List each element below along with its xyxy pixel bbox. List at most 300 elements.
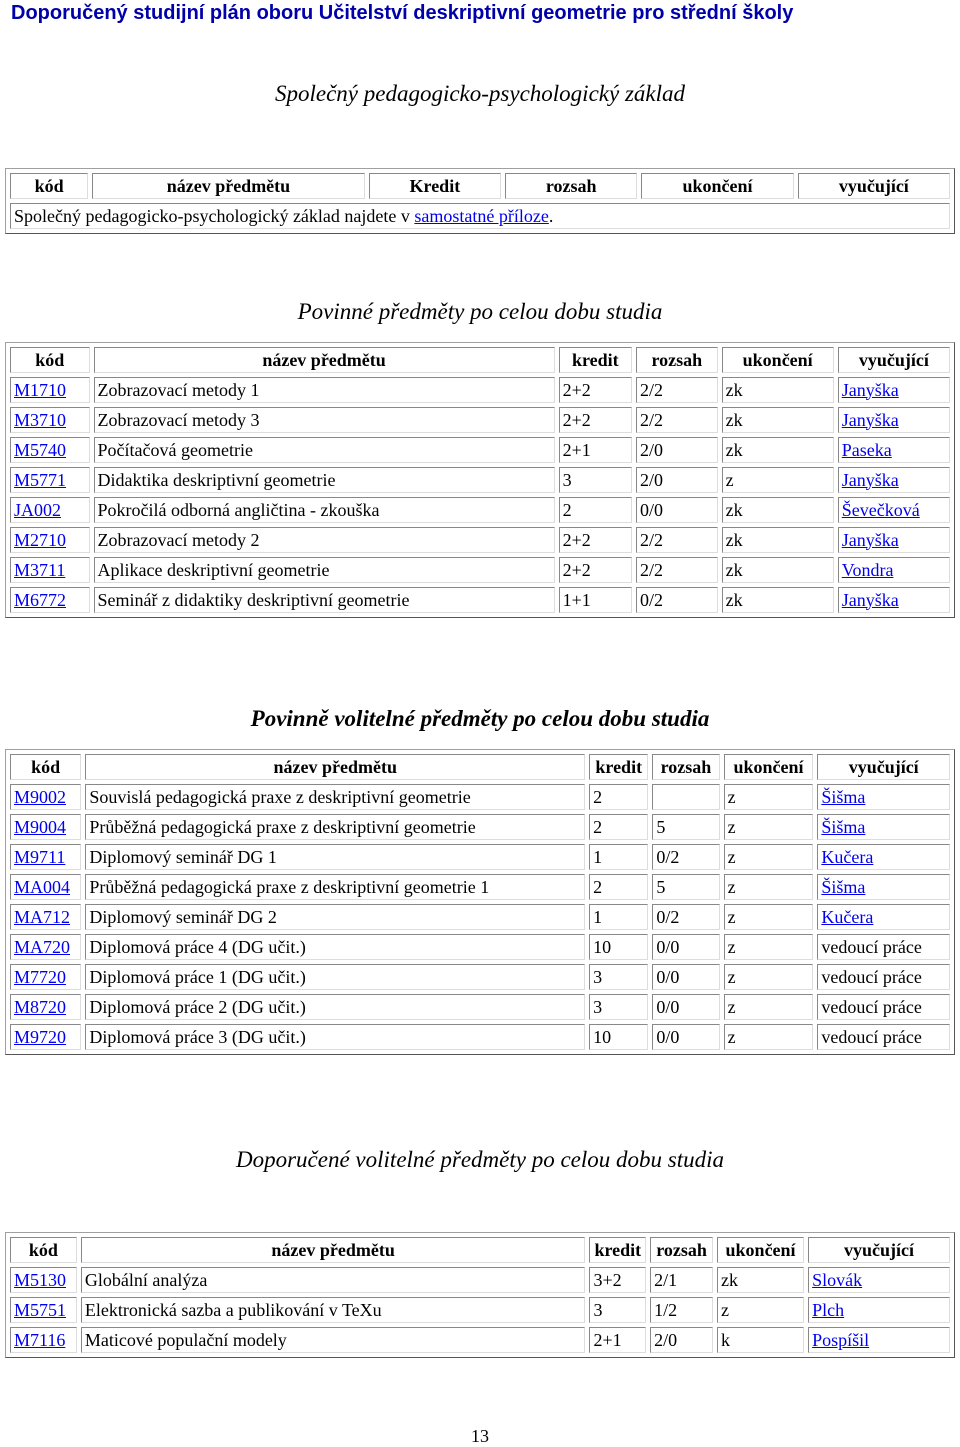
course-completion: k [720,1329,730,1350]
course-name: Diplomová práce 1 (DG učit.) [89,966,306,987]
table-cell [838,467,950,493]
header-name: název předmětu [81,1237,586,1263]
table-cell [722,377,834,403]
table-cell [724,994,814,1020]
header-credit: kredit [589,1237,646,1263]
elective-mandatory-table [5,749,955,1055]
course-name: Počítačová geometrie [97,439,253,460]
section1-title: Společný pedagogicko-psychologický základ [274,81,685,106]
course-name: Seminář z didaktiky deskriptivní geometrie [97,589,410,610]
course-completion: zk [720,1269,738,1290]
table-cell [589,844,648,870]
course-credit: 2+1 [562,439,591,460]
course-code-link[interactable]: M5130 [14,1269,67,1290]
table-cell [10,904,81,930]
table-row [10,814,950,840]
teacher-link[interactable]: Slovák [812,1269,863,1290]
table-cell [589,874,648,900]
table-cell [722,437,834,463]
table-cell [717,1267,804,1293]
header-code: kód [10,1237,77,1263]
course-completion: z [727,966,736,987]
table-cell [85,964,585,990]
table-cell [589,814,648,840]
course-completion: z [727,816,736,837]
course-credit: 2 [593,876,603,897]
table-cell [817,994,950,1020]
teacher-link[interactable]: Pospíšil [812,1329,870,1350]
table-cell [10,1024,81,1050]
course-name: Pokročilá odborná angličtina - zkouška [97,499,380,520]
course-credit: 1 [593,846,603,867]
course-name: Diplomový seminář DG 2 [89,906,277,927]
teacher-link[interactable]: Kučera [821,846,874,867]
teacher-link[interactable]: Paseka [841,439,892,460]
header-name: název předmětu [92,173,365,199]
table-cell [636,557,718,583]
table-header-row [10,173,950,199]
table-cell [85,904,585,930]
table-cell [589,784,648,810]
course-completion: zk [725,559,743,580]
course-name: Diplomová práce 3 (DG učit.) [89,1026,306,1047]
teacher-link[interactable]: Janyška [841,529,899,550]
header-credit: Kredit [369,173,501,199]
table-cell [717,1297,804,1323]
table-cell [559,527,632,553]
table-cell [85,844,585,870]
table-cell [838,557,950,583]
table-cell [10,557,90,583]
table-row [10,844,950,870]
course-name: Diplomová práce 2 (DG učit.) [89,996,306,1017]
header-code: kód [10,754,81,780]
table-cell [636,437,718,463]
teacher-link[interactable]: Janyška [841,379,899,400]
table-cell [636,527,718,553]
table-cell [10,587,90,613]
table-cell [10,784,81,810]
course-completion: z [727,876,736,897]
course-completion: zk [725,529,743,550]
header-range: rozsah [636,347,718,373]
table-header-row [10,754,950,780]
table-cell [85,1024,585,1050]
header-range: rozsah [505,173,637,199]
table-cell [10,527,90,553]
table-cell [81,1327,586,1353]
table-cell [589,1327,646,1353]
course-code-link[interactable]: M9720 [14,1026,67,1047]
course-credit: 3 [593,996,603,1017]
table-row [10,557,950,583]
table-cell [10,934,81,960]
table-row [10,587,950,613]
course-range: 0/2 [656,846,680,867]
table-row [10,994,950,1020]
table-cell [81,1267,586,1293]
course-code-link[interactable]: M5751 [14,1299,67,1320]
course-range: 5 [656,816,666,837]
table-cell [10,407,90,433]
course-name: Zobrazovací metody 2 [97,529,260,550]
table-cell [722,557,834,583]
course-name: Průběžná pedagogická praxe z deskriptivní geometrie 1 [89,876,490,897]
header-name: název předmětu [85,754,585,780]
table-cell [10,994,81,1020]
table-cell [817,874,950,900]
course-range: 2/0 [654,1329,678,1350]
table-cell [652,964,719,990]
table-cell [817,784,950,810]
course-name: Elektronická sazba a publikování v TeXu [84,1299,382,1320]
course-code-link[interactable]: M6772 [14,589,67,610]
table-cell [808,1267,950,1293]
course-completion: z [727,1026,736,1047]
note-text: Společný pedagogicko-psychologický základ najdete v [14,205,415,226]
table-row [10,497,950,523]
table-row [10,437,950,463]
course-completion: z [727,906,736,927]
note-row [10,203,950,229]
table-cell [724,874,814,900]
course-code-link[interactable]: M9004 [14,816,67,837]
table-cell [85,874,585,900]
table-cell [722,527,834,553]
teacher-name: vedoucí práce [821,996,922,1017]
teacher-name: vedoucí práce [821,1026,922,1047]
course-credit: 2+2 [562,559,591,580]
header-completion: ukončení [717,1237,804,1263]
table-row [10,874,950,900]
teacher-link[interactable]: Janyška [841,469,899,490]
header-teacher: vyučující [798,173,950,199]
course-range: 0/0 [639,499,663,520]
course-completion: zk [725,379,743,400]
course-credit: 3 [593,966,603,987]
course-range: 1/2 [654,1299,678,1320]
table-cell [94,557,555,583]
course-range: 0/0 [656,1026,680,1047]
table-row [10,904,950,930]
table-cell [717,1327,804,1353]
course-code-link[interactable]: JA002 [14,499,62,520]
course-code-link[interactable]: MA712 [14,906,71,927]
course-range: 2/0 [639,469,663,490]
course-completion: z [727,996,736,1017]
table-cell [724,934,814,960]
course-name: Maticové populační modely [84,1329,287,1350]
course-range: 0/0 [656,936,680,957]
common-base-table [5,168,955,234]
course-credit: 2+2 [562,379,591,400]
course-credit: 10 [593,936,612,957]
table-cell [10,377,90,403]
table-cell [94,467,555,493]
course-credit: 3 [593,1299,603,1320]
attachment-link[interactable]: samostatné příloze [414,205,549,226]
table-cell [589,934,648,960]
course-credit: 3 [562,469,572,490]
table-cell [589,964,648,990]
header-code: kód [10,173,88,199]
table-cell [94,407,555,433]
header-range: rozsah [650,1237,713,1263]
course-range: 5 [656,876,666,897]
table-cell [652,874,719,900]
table-cell [724,964,814,990]
course-code-link[interactable]: M7720 [14,966,67,987]
course-name: Průběžná pedagogická praxe z deskriptivní geometrie [89,816,476,837]
table-cell [652,784,719,810]
course-credit: 2 [562,499,572,520]
table-cell [722,407,834,433]
table-row [10,467,950,493]
course-code-link[interactable]: M8720 [14,996,67,1017]
table-cell [589,1024,648,1050]
table-cell [589,1297,646,1323]
teacher-link[interactable]: Janyška [841,409,899,430]
course-completion: z [720,1299,729,1320]
table-cell [817,844,950,870]
table-cell [94,497,555,523]
teacher-name: vedoucí práce [821,936,922,957]
table-cell [10,437,90,463]
table-cell [817,904,950,930]
section3-title: Povinně volitelné předměty po celou dobu studia [250,706,710,731]
course-range: 0/2 [639,589,663,610]
table-cell [10,1297,77,1323]
table-cell [559,587,632,613]
table-cell [85,814,585,840]
section4-title: Doporučené volitelné předměty po celou dobu studia [236,1147,724,1172]
section2-title: Povinné předměty po celou dobu studia [297,299,663,324]
course-code-link[interactable]: M3711 [14,559,66,580]
teacher-link[interactable]: Plch [812,1299,845,1320]
table-cell [724,904,814,930]
course-range: 0/0 [656,966,680,987]
table-cell [10,467,90,493]
course-credit: 2+2 [562,529,591,550]
course-code-link[interactable]: M3710 [14,409,67,430]
course-credit: 1 [593,906,603,927]
course-range: 2/0 [639,439,663,460]
course-completion: z [725,469,734,490]
teacher-link[interactable]: Šišma [821,786,866,807]
course-code-link[interactable]: MA004 [14,876,71,897]
table-cell [94,377,555,403]
course-completion: z [727,786,736,807]
table-cell [838,497,950,523]
course-range: 0/2 [656,906,680,927]
page-number: 13 [471,1426,489,1446]
table-cell [817,964,950,990]
header-completion: ukončení [722,347,834,373]
course-name: Diplomová práce 4 (DG učit.) [89,936,306,957]
table-cell [559,497,632,523]
table-cell [10,874,81,900]
course-range: 0/0 [656,996,680,1017]
table-cell [94,527,555,553]
table-cell [559,377,632,403]
table-cell [724,844,814,870]
course-credit: 2 [593,816,603,837]
table-cell [10,497,90,523]
course-credit: 10 [593,1026,612,1047]
table-cell [10,814,81,840]
course-name: Souvislá pedagogická praxe z deskriptivní geometrie [89,786,471,807]
table-cell [10,1327,77,1353]
teacher-link[interactable]: Kučera [821,906,874,927]
table-cell [817,934,950,960]
header-completion: ukončení [641,173,793,199]
table-row [10,1024,950,1050]
table-cell [589,904,648,930]
table-header-row [10,347,950,373]
course-name: Globální analýza [84,1269,208,1290]
course-range: 2/2 [639,529,663,550]
table-cell [636,497,718,523]
table-cell [636,407,718,433]
table-cell [559,437,632,463]
header-code: kód [10,347,90,373]
table-cell [650,1297,713,1323]
header-range: rozsah [652,754,719,780]
header-credit: kredit [589,754,648,780]
table-row [10,964,950,990]
course-code-link[interactable]: M2710 [14,529,67,550]
course-name: Aplikace deskriptivní geometrie [97,559,330,580]
course-name: Didaktika deskriptivní geometrie [97,469,336,490]
table-cell [85,994,585,1020]
course-name: Zobrazovací metody 1 [97,379,260,400]
header-credit: kredit [559,347,632,373]
course-completion: zk [725,409,743,430]
table-row [10,934,950,960]
table-cell [85,784,585,810]
table-cell [636,467,718,493]
table-cell [817,1024,950,1050]
course-completion: z [727,936,736,957]
table-row [10,1297,950,1323]
course-code-link[interactable]: M1710 [14,379,67,400]
table-cell [652,934,719,960]
course-range: 2/2 [639,379,663,400]
note-end: . [548,205,554,226]
course-range: 2/1 [654,1269,678,1290]
table-row [10,784,950,810]
teacher-link[interactable]: Janyška [841,589,899,610]
teacher-link[interactable]: Šišma [821,816,866,837]
table-cell [652,814,719,840]
table-cell [10,1267,77,1293]
table-cell [838,587,950,613]
table-cell [724,814,814,840]
table-cell [652,904,719,930]
course-name: Diplomový seminář DG 1 [89,846,277,867]
table-cell [85,934,585,960]
course-completion: zk [725,439,743,460]
table-cell [559,407,632,433]
teacher-link[interactable]: Šišma [821,876,866,897]
course-credit: 2 [593,786,603,807]
table-cell [559,467,632,493]
table-row [10,1267,950,1293]
course-code-link[interactable]: MA720 [14,936,71,957]
header-teacher: vyučující [838,347,950,373]
header-completion: ukončení [724,754,814,780]
table-cell [808,1327,950,1353]
table-cell [559,557,632,583]
course-code-link[interactable]: M9002 [14,786,67,807]
teacher-link[interactable]: Vondra [841,559,894,580]
table-cell [650,1267,713,1293]
table-cell [808,1297,950,1323]
page-title: Doporučený studijní plán oboru Učitelství deskriptivní geometrie pro střední školy [11,2,794,24]
table-cell [81,1297,586,1323]
table-header-row [10,1237,950,1263]
table-row [10,527,950,553]
table-cell [838,407,950,433]
table-cell [94,437,555,463]
table-cell [817,814,950,840]
table-row [10,407,950,433]
table-cell [589,994,648,1020]
table-row [10,1327,950,1353]
header-teacher: vyučující [808,1237,950,1263]
table-cell [94,587,555,613]
course-code-link[interactable]: M7116 [14,1329,66,1350]
table-cell [722,467,834,493]
table-cell [722,587,834,613]
note-cell [10,203,950,229]
header-teacher: vyučující [817,754,950,780]
table-cell [652,844,719,870]
table-cell [650,1327,713,1353]
table-cell [652,994,719,1020]
table-cell [636,587,718,613]
course-code-link[interactable]: M9711 [14,846,66,867]
course-credit: 2+1 [593,1329,622,1350]
table-cell [722,497,834,523]
header-name: název předmětu [94,347,555,373]
teacher-link[interactable]: Ševečková [841,499,920,520]
table-cell [724,784,814,810]
course-range: 2/2 [639,559,663,580]
table-cell [724,1024,814,1050]
course-name: Zobrazovací metody 3 [97,409,260,430]
course-code-link[interactable]: M5740 [14,439,67,460]
teacher-name: vedoucí práce [821,966,922,987]
course-credit: 1+1 [562,589,591,610]
course-range: 2/2 [639,409,663,430]
course-completion: zk [725,589,743,610]
course-completion: zk [725,499,743,520]
course-code-link[interactable]: M5771 [14,469,67,490]
table-cell [589,1267,646,1293]
table-cell [838,527,950,553]
course-completion: z [727,846,736,867]
table-cell [838,437,950,463]
course-credit: 3+2 [593,1269,622,1290]
recommended-electives-table [5,1232,955,1358]
table-cell [10,844,81,870]
table-row [10,377,950,403]
table-cell [652,1024,719,1050]
course-credit: 2+2 [562,409,591,430]
table-cell [636,377,718,403]
mandatory-courses-table [5,342,955,618]
